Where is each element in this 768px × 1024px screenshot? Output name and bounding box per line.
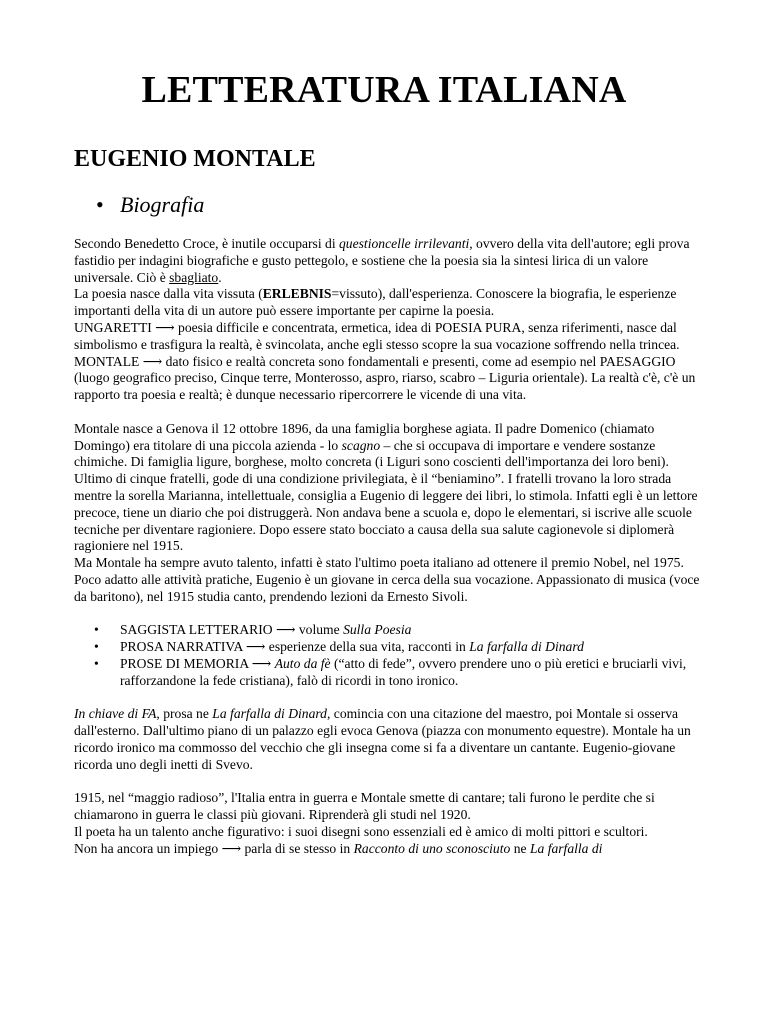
paragraph-art: Il poeta ha un talento anche figurativo: i suoi disegni sono essenziali ed è amico di molti pittori e scultori. [74, 823, 648, 839]
paragraph-croce: Secondo Benedetto Croce, è inutile occuparsi di questioncelle irrilevanti, ovvero della vita dell'autore; egli prova fastidio per indagini biografiche e gusto pettegolo, e sostiene che la poesia sia la sintesi lirica di un valore universale. Ciò è sbagliato. [74, 236, 690, 285]
paragraph-birth: Montale nasce a Genova il 12 ottobre 1896, da una famiglia borghese agiata. Il padre Domenico (chiamato Domingo) era titolare di una piccola azienda - lo scagno – che si occupava di importare e vendere sostanze chimiche. Di famiglia ligure, borghese, molto concreta (i Liguri sono coscienti dell'importanza dei loro beni). [74, 420, 669, 470]
list-item: • PROSA NARRATIVA ⟶ esperienze della sua vita, racconti in La farfalla di Dinard [74, 639, 700, 656]
list-item: • PROSE DI MEMORIA ⟶ Auto da fè (“atto di fede”, ovvero prendere uno o più eretici e bruciarli vivi, rafforzandone la fede cristiana), falò di ricordi in tono ironico. [74, 656, 700, 690]
paragraph-war: 1915, nel “maggio radioso”, l'Italia entra in guerra e Montale smette di cantare; tali furono le perdite che si chiamarono in guerra le classi più giovani. Riprenderà gli studi nel 1920. [74, 790, 655, 823]
paragraph-siblings: Ultimo di cinque fratelli, gode di una condizione privilegiata, è il “beniamino”. I fratelli trovano la loro strada mentre la sorella Marianna, intellettuale, consiglia a Eugenio di leggere dei libri, lo stimola. Infatti egli è un lettore precoce, tiene un diario che poi distruggerà. Non andava bene a scuola e, dopo le elementari, si iscrive alle scuole tecniche per diventare ragioniere. Dopo essere stato bocciato a causa della sua salute cagionevole si diplomerà ragioniere nel 1915. [74, 471, 698, 554]
list-item: • SAGGISTA LETTERARIO ⟶ volume Sulla Poesia [74, 622, 700, 639]
bullet-marker: • [96, 192, 104, 217]
subsection-heading [96, 192, 204, 218]
subsection-label: Biografia [120, 192, 205, 217]
page-title: LETTERATURA ITALIANA [141, 69, 627, 111]
paragraph-chiave-di-fa: In chiave di FA, prosa ne La farfalla di Dinard, comincia con una citazione del maestro, poi Montale si osserva dall'esterno. Dall'ultimo piano di un palazzo egli evoca Genova (piazza con monumento equestre). Montale ha un ricordo ironico ma commosso del vecchio che gli insegna come si fa a diventare un cantante. Eugenio-giovane ricorda uno degli inetti di Svevo. [74, 706, 691, 772]
body-text [74, 236, 700, 857]
paragraph-montale: MONTALE ⟶ dato fisico e realtà concreta sono fondamentali e presenti, come ad esempio nel PAESAGGIO (luogo geografico preciso, Cinque terre, Monterosso, aspro, riarso, scabro – Liguria orientale). La realtà c'è, c'è un rapporto tra poesia e realtà; è dunque necessario ripercorrere le vicende di una vita. [74, 353, 696, 403]
works-list [74, 622, 700, 689]
paragraph-job: Non ha ancora un impiego ⟶ parla di se stesso in Racconto di uno sconosciuto ne La farfalla di [74, 840, 603, 856]
paragraph-erlebnis: La poesia nasce dalla vita vissuta (ERLEBNIS=vissuto), dall'esperienza. Conoscere la biografia, le esperienze importanti della vita di un autore può essere importante per capirne la poesia. [74, 286, 677, 319]
paragraph-music: Poco adatto alle attività pratiche, Eugenio è un giovane in cerca della sua vocazione. Appassionato di musica (voce da baritono), nel 1915 studia canto, prendendo lezioni da Ernesto Sivoli. [74, 571, 700, 604]
paragraph-nobel: Ma Montale ha sempre avuto talento, infatti è stato l'ultimo poeta italiano ad ottenere il premio Nobel, nel 1975. [74, 555, 684, 571]
section-heading: EUGENIO MONTALE [74, 146, 316, 172]
paragraph-ungaretti: UNGARETTI ⟶ poesia difficile e concentrata, ermetica, idea di POESIA PURA, senza riferimenti, nasce dal simbolismo e trasfigura la realtà, è svincolata, anche egli stesso scopre la sua vocazione soffrendo nella trincea. [74, 319, 680, 352]
